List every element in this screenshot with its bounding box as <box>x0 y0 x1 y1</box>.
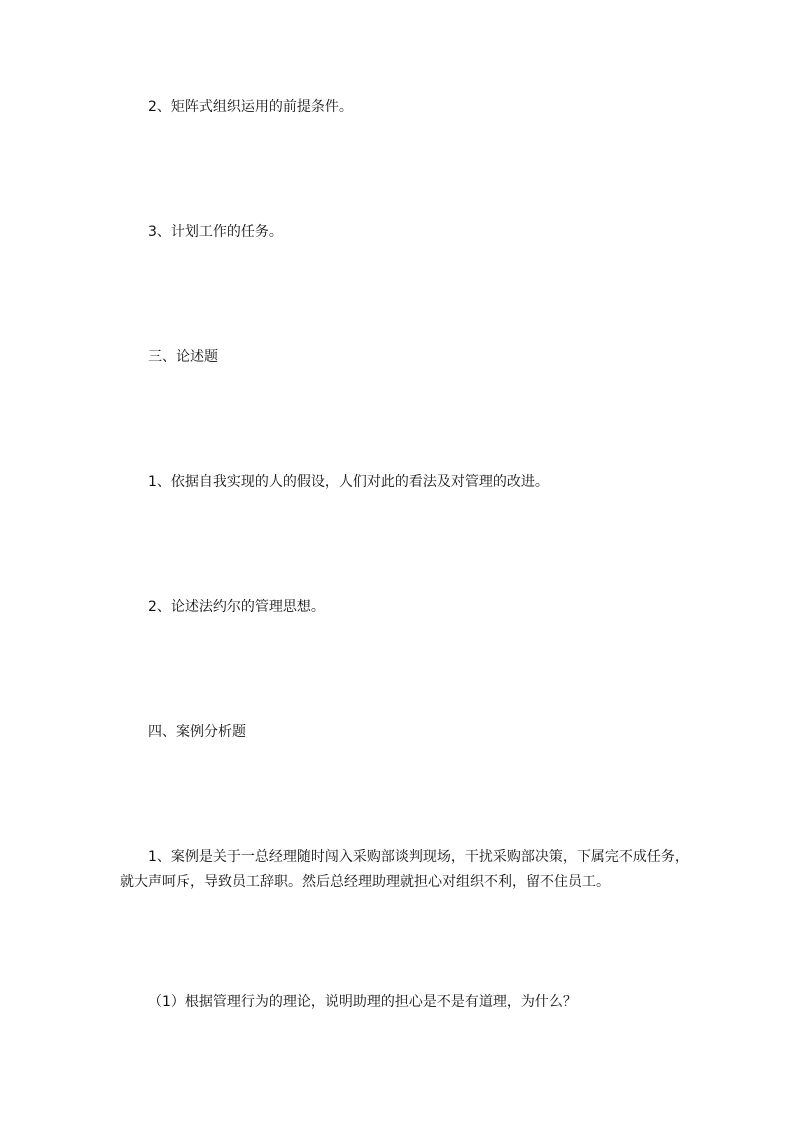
section-heading-case-analysis: 四、案例分析题 <box>148 724 246 740</box>
section-heading-essay: 三、论述题 <box>148 349 218 365</box>
question-fayol-thought: 2、论述法约尔的管理思想。 <box>148 599 325 615</box>
case-subquestion-1: （1）根据管理行为的理论，说明助理的担心是不是有道理，为什么？ <box>148 994 577 1010</box>
case-description-paragraph: 1、案例是关于一总经理随时闯入采购部谈判现场，干扰采购部决策，下属完不成任务，就大声呵斥，导致员工辞职。然后总经理助理就担心对组织不利，留不住员工。 <box>120 849 689 890</box>
question-planning-tasks: 3、计划工作的任务。 <box>148 224 283 240</box>
question-self-actualization: 1、依据自我实现的人的假设，人们对此的看法及对管理的改进。 <box>148 474 549 490</box>
question-matrix-organization: 2、矩阵式组织运用的前提条件。 <box>148 99 353 115</box>
